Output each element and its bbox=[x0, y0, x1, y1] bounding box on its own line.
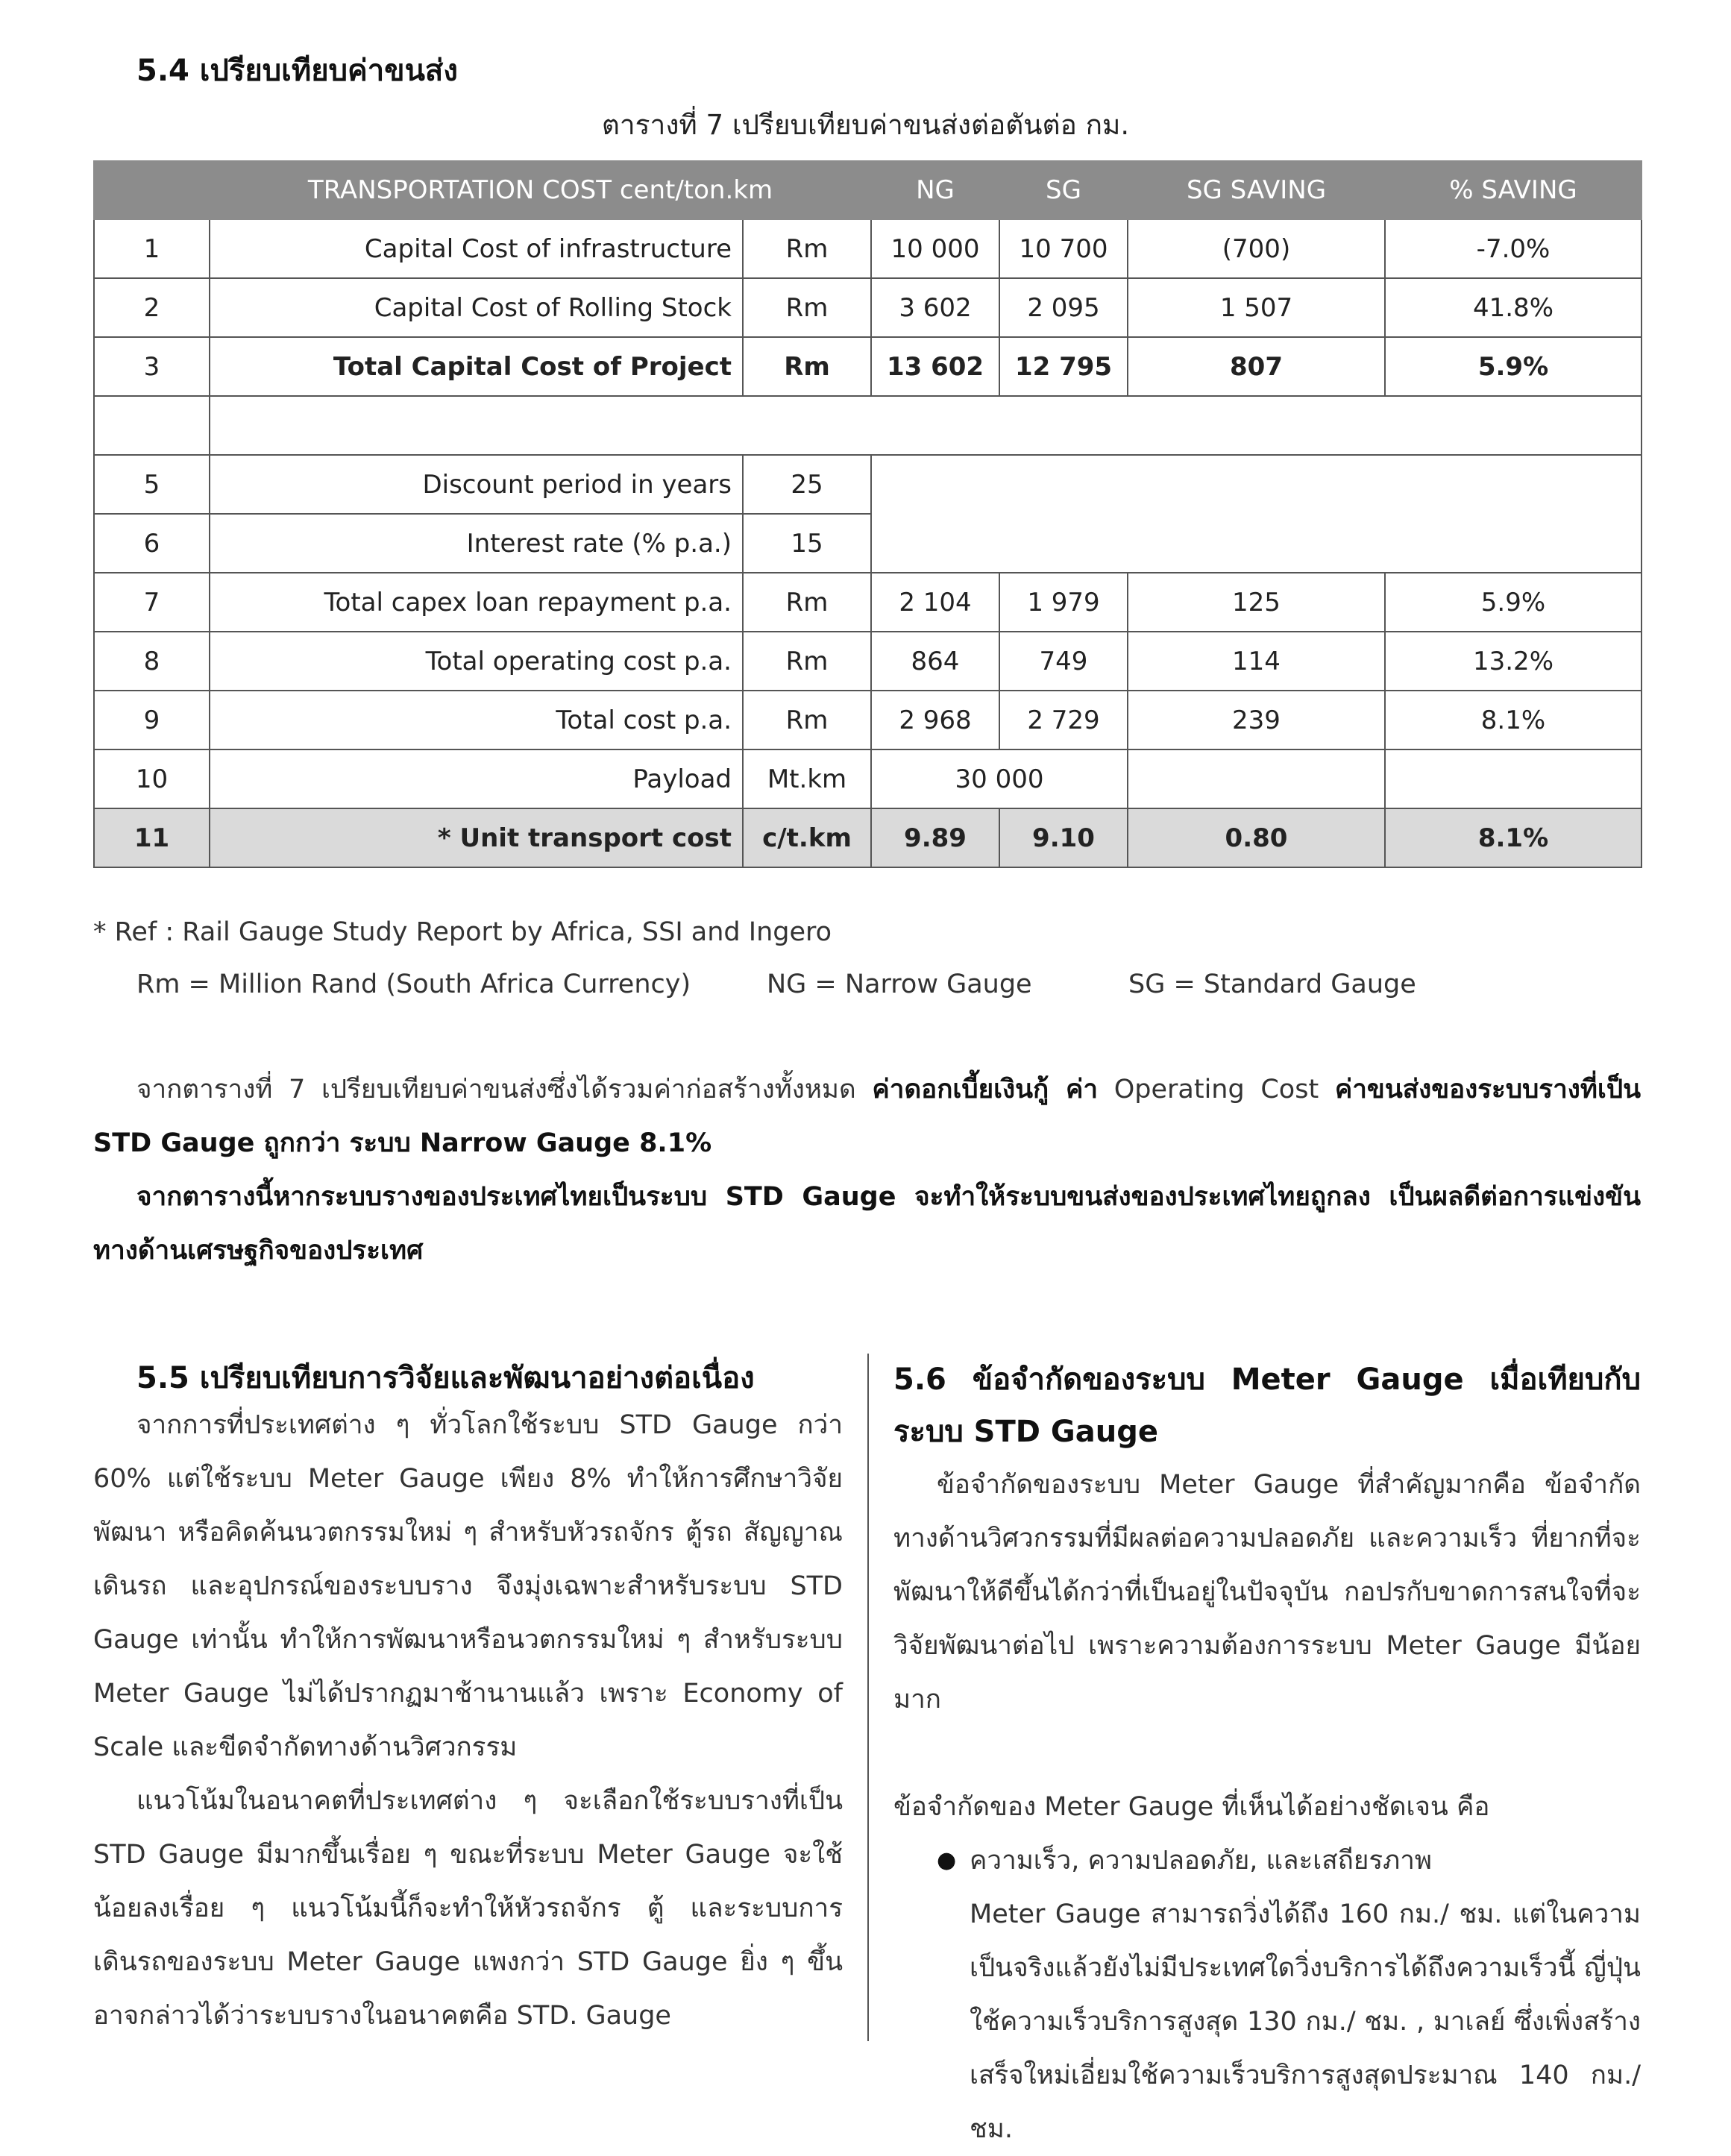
row-no: 9 bbox=[94, 691, 210, 749]
table-row bbox=[94, 219, 1642, 278]
reference-note: * Ref : Rail Gauge Study Report by Africa, SSI and Ingero bbox=[93, 917, 832, 947]
row-no: 5 bbox=[94, 455, 210, 514]
row-ng: 9.89 bbox=[871, 808, 999, 867]
row-label: Total operating cost p.a. bbox=[210, 632, 743, 691]
summary-bold-text: ค่าดอกเบี้ยเงินกู้ ค่า bbox=[872, 1075, 1099, 1104]
table-caption: ตารางที่ 7 เปรียบเทียบค่าขนส่งต่อตันต่อ กม. bbox=[601, 109, 1130, 141]
section-5-6-paragraph: ข้อจำกัดของระบบ Meter Gauge ที่สำคัญมากคือ ข้อจำกัดทางด้านวิศวกรรมที่มีผลต่อความปลอดภัย และความเร็ว ที่ยากที่จะพัฒนาให้ดีขึ้นได้กว่าที่เป็นอยู่ในปัจจุบัน กอปรกับขาดการสนใจที่จะวิจัยพัฒนาต่อไป เพราะความต้องการระบบ Meter Gauge มีน้อยมาก bbox=[893, 1470, 1641, 1715]
empty-cell bbox=[210, 396, 1642, 455]
row-label: Total cost p.a. bbox=[210, 691, 743, 749]
row-label: Total Capital Cost of Project bbox=[210, 337, 743, 396]
row-label: * Unit transport cost bbox=[210, 808, 743, 867]
row-ng: 3 602 bbox=[871, 278, 999, 337]
section-title-5-6: 5.6 ข้อจำกัดของระบบ Meter Gauge เมื่อเทียบกับระบบ STD Gauge bbox=[893, 1363, 1641, 1449]
header-sg-cell: SG bbox=[999, 161, 1128, 219]
transport-cost-table bbox=[93, 160, 1642, 868]
row-ng: 864 bbox=[871, 632, 999, 691]
header-pct-saving-cell: % SAVING bbox=[1385, 161, 1642, 219]
row-pct: 41.8% bbox=[1385, 278, 1642, 337]
row-pct: -7.0% bbox=[1385, 219, 1642, 278]
row-unit: Rm bbox=[743, 337, 871, 396]
row-label: Capital Cost of Rolling Stock bbox=[210, 278, 743, 337]
row-saving: (700) bbox=[1128, 219, 1385, 278]
bullet-item bbox=[893, 1834, 1641, 2156]
row-label: Discount period in years bbox=[210, 455, 743, 514]
row-sg: 1 979 bbox=[999, 573, 1128, 632]
row-pct: 8.1% bbox=[1385, 691, 1642, 749]
row-unit: Rm bbox=[743, 278, 871, 337]
row-saving: 807 bbox=[1128, 337, 1385, 396]
row-value: 25 bbox=[743, 455, 871, 514]
section-title-5-4: 5.4 เปรียบเทียบค่าขนส่ง bbox=[136, 54, 458, 88]
header-title-cell: TRANSPORTATION COST cent/ton.km bbox=[210, 161, 871, 219]
row-unit: c/t.km bbox=[743, 808, 871, 867]
row-no: 8 bbox=[94, 632, 210, 691]
row-saving: 125 bbox=[1128, 573, 1385, 632]
header-no-cell bbox=[94, 161, 210, 219]
row-ng: 10 000 bbox=[871, 219, 999, 278]
summary-bold-text: ค่าขนส่งของระบบรางที่เป็น STD Gauge ถูกกว่า ระบบ Narrow Gauge 8.1% bbox=[93, 1075, 1641, 1158]
row-value: 15 bbox=[743, 514, 871, 573]
row-no: 2 bbox=[94, 278, 210, 337]
table-row bbox=[94, 278, 1642, 337]
summary-text: จากตารางที่ 7 เปรียบเทียบค่าขนส่งซึ่งได้รวมค่าก่อสร้างทั้งหมด bbox=[136, 1075, 873, 1104]
row-unit: Rm bbox=[743, 691, 871, 749]
summary-text: Operating Cost bbox=[1098, 1075, 1335, 1104]
empty-cell bbox=[1385, 749, 1642, 808]
row-label: Capital Cost of infrastructure bbox=[210, 219, 743, 278]
bullet-title: ความเร็ว, ความปลอดภัย, และเสถียรภาพ bbox=[970, 1846, 1432, 1876]
row-ng: 13 602 bbox=[871, 337, 999, 396]
row-unit: Rm bbox=[743, 573, 871, 632]
row-saving: 114 bbox=[1128, 632, 1385, 691]
summary-paragraph bbox=[93, 1063, 1641, 1277]
bullet-text: Meter Gauge สามารถวิ่งได้ถึง 160 กม./ ชม. แต่ในความเป็นจริงแล้วยังไม่มีประเทศใดวิ่งบริการได้ถึงความเร็วนี้ ญี่ปุ่นใช้ความเร็วบริการสูงสุด 130 กม./ ชม. , มาเลย์ ซึ่งเพิ่งสร้างเสร็จใหม่เอี่ยมใช้ความเร็วบริการสูงสุดประมาณ 140 กม./ ชม. bbox=[970, 1899, 1641, 2144]
section-title-5-5: 5.5 เปรียบเทียบการวิจัยและพัฒนาอย่างต่อเนื่อง bbox=[136, 1361, 755, 1395]
row-sg: 9.10 bbox=[999, 808, 1128, 867]
bullet-dot-icon: ● bbox=[937, 1847, 957, 1873]
empty-cell bbox=[1128, 749, 1385, 808]
table-row bbox=[94, 749, 1642, 808]
section-5-5-body bbox=[93, 1398, 843, 2043]
row-no: 1 bbox=[94, 219, 210, 278]
row-no: 10 bbox=[94, 749, 210, 808]
empty-cell bbox=[94, 396, 210, 455]
table-row-total-capital bbox=[94, 337, 1642, 396]
row-no: 7 bbox=[94, 573, 210, 632]
sg-legend: SG = Standard Gauge bbox=[1128, 969, 1416, 999]
row-pct: 8.1% bbox=[1385, 808, 1642, 867]
row-no: 11 bbox=[94, 808, 210, 867]
row-pct: 5.9% bbox=[1385, 337, 1642, 396]
column-divider bbox=[867, 1354, 869, 2041]
row-no: 3 bbox=[94, 337, 210, 396]
row-saving: 0.80 bbox=[1128, 808, 1385, 867]
row-label: Interest rate (% p.a.) bbox=[210, 514, 743, 573]
row-label: Payload bbox=[210, 749, 743, 808]
row-pct: 13.2% bbox=[1385, 632, 1642, 691]
section-5-6-paragraph: ข้อจำกัดของ Meter Gauge ที่เห็นได้อย่างชัดเจน คือ bbox=[893, 1792, 1490, 1822]
row-ng: 2 968 bbox=[871, 691, 999, 749]
header-sg-saving-cell: SG SAVING bbox=[1128, 161, 1385, 219]
ng-legend: NG = Narrow Gauge bbox=[767, 969, 1032, 999]
section-5-5-paragraph: แนวโน้มในอนาคตที่ประเทศต่าง ๆ จะเลือกใช้ระบบรางที่เป็น STD Gauge มีมากขึ้นเรื่อย ๆ ขณะที่ระบบ Meter Gauge จะใช้น้อยลงเรื่อย ๆ แนวโน้มนี้ก็จะทำให้หัวรถจักร ตู้ และระบบการเดินรถของระบบ Meter Gauge แพงกว่า STD Gauge ยิ่ง ๆ ขึ้น อาจกล่าวได้ว่าระบบรางในอนาคตคือ STD. Gauge bbox=[93, 1786, 843, 2031]
row-saving: 239 bbox=[1128, 691, 1385, 749]
table-row bbox=[94, 632, 1642, 691]
table-row-unit-transport-cost bbox=[94, 808, 1642, 867]
row-sg: 10 700 bbox=[999, 219, 1128, 278]
table-row-empty bbox=[94, 396, 1642, 455]
row-sg: 12 795 bbox=[999, 337, 1128, 396]
table-row bbox=[94, 455, 1642, 514]
row-unit: Mt.km bbox=[743, 749, 871, 808]
row-sg: 2 729 bbox=[999, 691, 1128, 749]
table-row bbox=[94, 691, 1642, 749]
row-payload-value: 30 000 bbox=[871, 749, 1128, 808]
section-5-6-body bbox=[893, 1458, 1641, 2156]
empty-block-cell bbox=[871, 455, 1642, 573]
row-unit: Rm bbox=[743, 219, 871, 278]
header-ng-cell: NG bbox=[871, 161, 999, 219]
rm-legend: Rm = Million Rand (South Africa Currency) bbox=[136, 969, 691, 999]
row-saving: 1 507 bbox=[1128, 278, 1385, 337]
row-unit: Rm bbox=[743, 632, 871, 691]
conclusion-bold-text: จากตารางนี้หากระบบรางของประเทศไทยเป็นระบบ STD Gauge จะทำให้ระบบขนส่งของประเทศไทยถูกลง เป็นผลดีต่อการแข่งขันทางด้านเศรษฐกิจของประเทศ bbox=[93, 1182, 1641, 1266]
row-sg: 2 095 bbox=[999, 278, 1128, 337]
row-label: Total capex loan repayment p.a. bbox=[210, 573, 743, 632]
row-sg: 749 bbox=[999, 632, 1128, 691]
section-5-5-paragraph: จากการที่ประเทศต่าง ๆ ทั่วโลกใช้ระบบ STD Gauge กว่า 60% แต่ใช้ระบบ Meter Gauge เพียง 8% ทำให้การศึกษาวิจัย พัฒนา หรือคิดค้นนวตกรรมใหม่ ๆ สำหรับหัวรถจักร ตู้รถ สัญญาณเดินรถ และอุปกรณ์ของระบบราง จึงมุ่งเฉพาะสำหรับระบบ STD Gauge เท่านั้น ทำให้การพัฒนาหรือนวตกรรมใหม่ ๆ สำหรับระบบ Meter Gauge ไม่ได้ปรากฏมาช้านานแล้ว เพราะ Economy of Scale และขีดจำกัดทางด้านวิศวกรรม bbox=[93, 1410, 843, 1762]
row-pct: 5.9% bbox=[1385, 573, 1642, 632]
row-ng: 2 104 bbox=[871, 573, 999, 632]
row-no: 6 bbox=[94, 514, 210, 573]
table-row bbox=[94, 573, 1642, 632]
table-header-row bbox=[94, 161, 1642, 219]
